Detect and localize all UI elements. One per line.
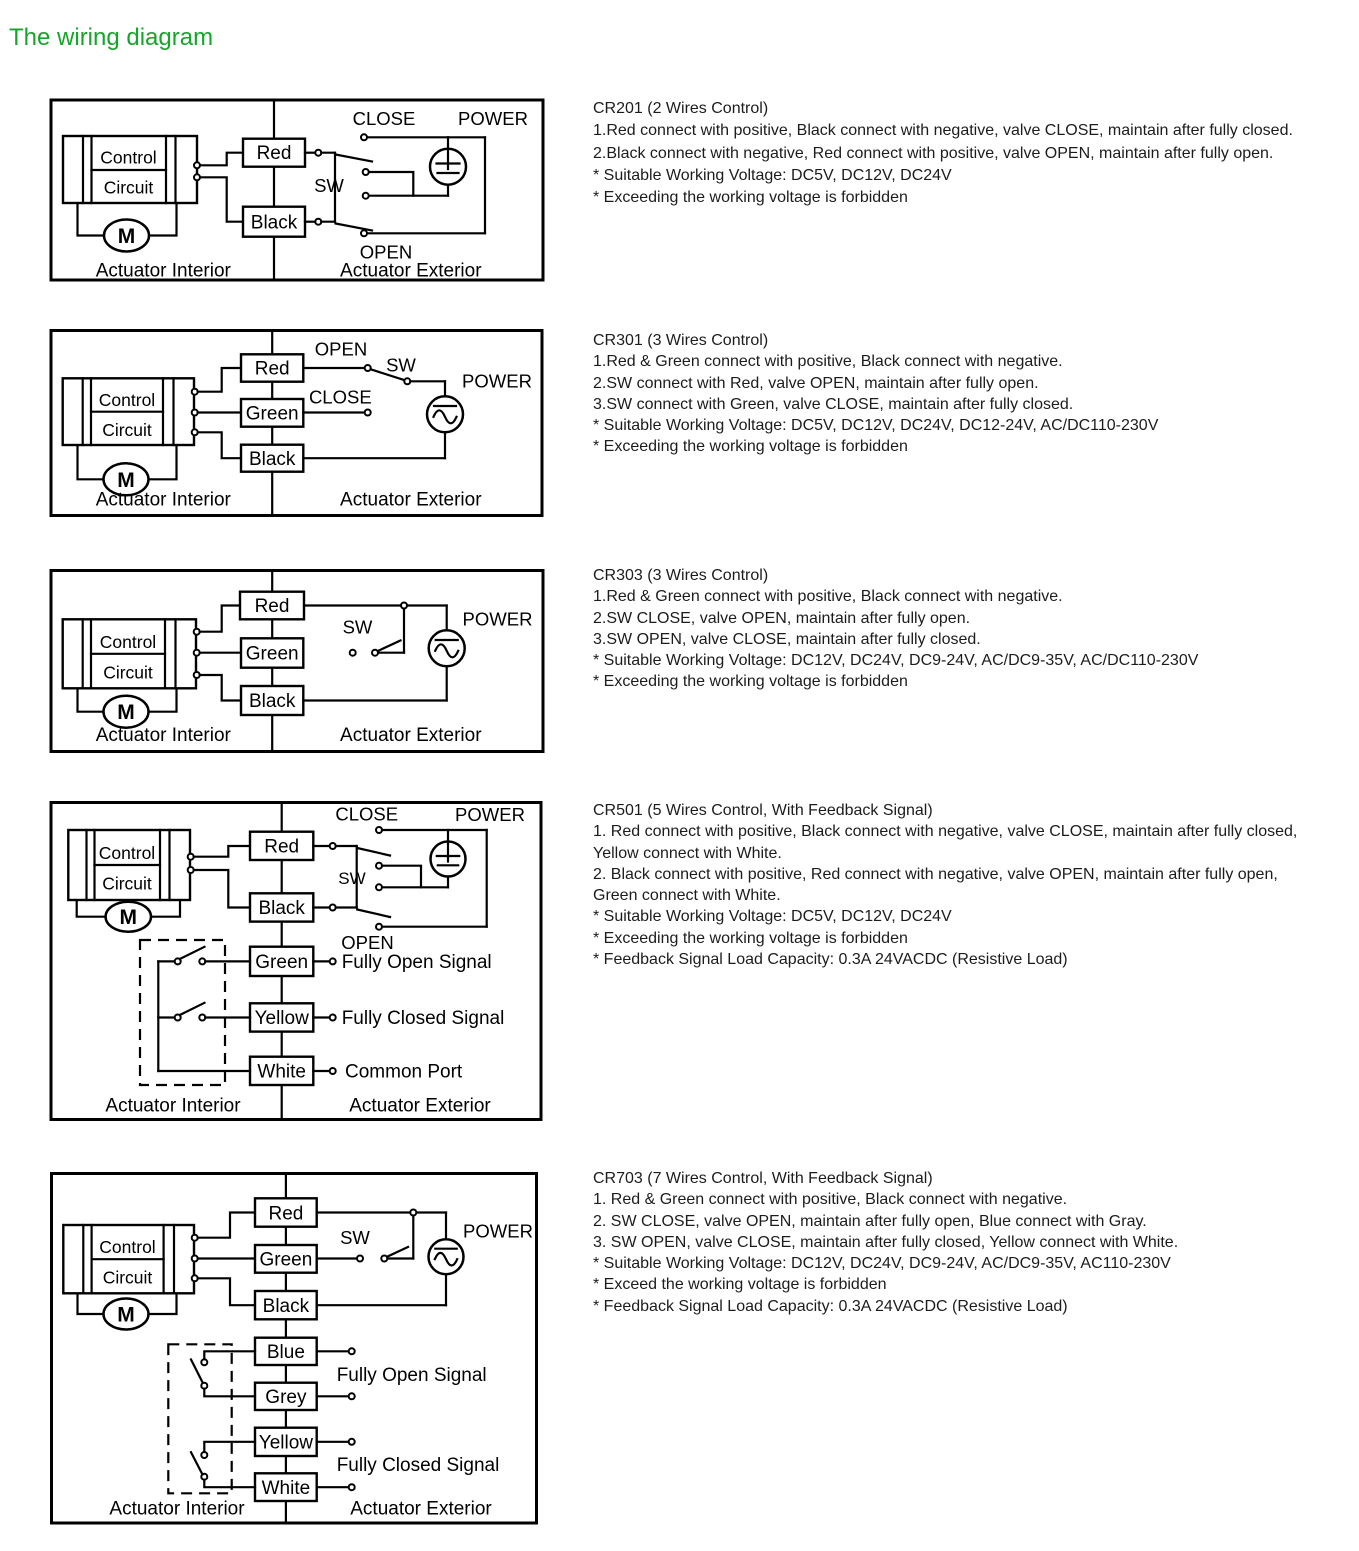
sw-label: SW (340, 1227, 370, 1249)
feedback-switch-box (140, 940, 250, 1085)
section-line: * Suitable Working Voltage: DC12V, DC24V, DC9-24V, AC/DC9-35V, AC110-230V (593, 1255, 1171, 1273)
circuit-label: Circuit (103, 177, 154, 198)
actuator-exterior-label: Actuator Exterior (349, 1095, 491, 1117)
fully-open-signal-label: Fully Open Signal (336, 1365, 487, 1386)
wire-label-green: Green (259, 1249, 313, 1271)
section-heading: CR303 (3 Wires Control) (593, 567, 769, 584)
section-line: * Suitable Working Voltage: DC5V, DC12V, DC24V (593, 166, 952, 184)
actuator-exterior-label: Actuator Exterior (350, 1498, 492, 1520)
close-label: CLOSE (352, 108, 416, 129)
sw-label: SW (342, 616, 373, 638)
cr303-schematic (48, 568, 548, 756)
fully-open-signal-label: Fully Open Signal (341, 952, 492, 973)
interior-wires (194, 846, 250, 908)
sw-label: SW (314, 175, 344, 196)
dc-power-source (430, 137, 466, 195)
section-line: 3. SW OPEN, valve CLOSE, maintain after fully closed, Yellow connect with White. (593, 1233, 1179, 1251)
control-label: Control (99, 1237, 156, 1258)
section-heading: CR501 (5 Wires Control, With Feedback Signal) (593, 802, 933, 819)
section-line: 2.SW CLOSE, valve OPEN, maintain after fully open. (593, 609, 971, 627)
circuit-label: Circuit (103, 662, 153, 683)
section-line: * Suitable Working Voltage: DC5V, DC12V, DC24V (593, 908, 952, 926)
wire-label-green: Green (255, 952, 309, 973)
interior-wires (200, 153, 243, 222)
open-label: OPEN (341, 932, 394, 953)
exterior-wires (382, 830, 487, 927)
interior-wires (200, 606, 241, 701)
wire-label-green: Green (245, 403, 299, 425)
fully-closed-signal-label: Fully Closed Signal (341, 1008, 505, 1030)
motor-label: M (117, 1303, 135, 1327)
section-line: * Exceeding the working voltage is forbidden (593, 189, 908, 207)
section-line: * Exceed the working voltage is forbidden (593, 1276, 887, 1294)
power-label: POWER (455, 804, 525, 825)
wire-label-white: White (257, 1061, 306, 1083)
dc-power-source (431, 830, 466, 887)
motor-label: M (117, 701, 135, 725)
cr501-schematic (48, 800, 544, 1124)
section-line: 1.Red & Green connect with positive, Black connect with negative. (593, 588, 1063, 606)
wire-label-black: Black (262, 1295, 310, 1317)
actuator-interior-label: Actuator Interior (105, 1095, 241, 1117)
section-line: * Exceeding the working voltage is forbidden (593, 673, 908, 691)
actuator-interior-label: Actuator Interior (109, 1498, 245, 1520)
section-line: * Feedback Signal Load Capacity: 0.3A 24VACDC (Resistive Load) (593, 951, 1068, 969)
wire-label-black: Black (258, 898, 305, 920)
wire-label-yellow: Yellow (254, 1008, 309, 1030)
section-heading: CR201 (2 Wires Control) (593, 100, 769, 117)
sw-label: SW (338, 869, 366, 888)
power-label: POWER (458, 108, 528, 129)
actuator-interior-label: Actuator Interior (95, 489, 231, 511)
cr703-schematic (48, 1171, 540, 1527)
wire-label-red: Red (256, 143, 292, 165)
ac-power-source (429, 1239, 464, 1274)
motor-label: M (117, 468, 135, 492)
actuator-interior-label: Actuator Interior (95, 260, 231, 282)
ac-power-source (429, 630, 465, 666)
actuator-exterior-label: Actuator Exterior (340, 724, 482, 746)
section-text-cr703 (593, 1168, 1178, 1317)
section-line: 2.SW connect with Red, valve OPEN, maintain after fully open. (593, 374, 1039, 392)
wire-label-white: White (261, 1477, 311, 1499)
page-title: The wiring diagram (9, 24, 214, 51)
open-label: OPEN (359, 241, 413, 263)
control-label: Control (98, 843, 156, 863)
section-line: Yellow connect with White. (593, 844, 782, 862)
section-line: 3.SW connect with Green, valve CLOSE, maintain after fully closed. (593, 395, 1074, 413)
section-text-cr303 (593, 565, 1198, 693)
close-label: CLOSE (335, 803, 399, 825)
control-label: Control (100, 147, 157, 168)
wire-label-red: Red (268, 1203, 304, 1225)
section-line: 2. Black connect with positive, Red connect with negative, valve OPEN, maintain after fully open, (593, 865, 1278, 883)
wire-label-yellow: Yellow (258, 1432, 314, 1454)
actuator-exterior-label: Actuator Exterior (340, 489, 482, 511)
open-label: OPEN (314, 338, 368, 360)
section-text-cr201 (593, 98, 1293, 209)
sw-label: SW (386, 354, 416, 376)
motor-label: M (119, 906, 138, 929)
section-line: 3.SW OPEN, valve CLOSE, maintain after fully closed. (593, 630, 981, 648)
exterior-wires (367, 137, 485, 233)
section-heading: CR703 (7 Wires Control, With Feedback Signal) (593, 1170, 933, 1187)
wire-label-green: Green (245, 643, 299, 665)
power-label: POWER (462, 370, 532, 392)
section-line: 2.Black connect with negative, Red connect with positive, valve OPEN, maintain after fully open. (593, 144, 1274, 162)
interior-wires (198, 1213, 255, 1306)
circuit-label: Circuit (102, 420, 152, 440)
section-line: 1.Red connect with positive, Black connect with negative, valve CLOSE, maintain after fully closed. (593, 122, 1293, 140)
wire-label-black: Black (248, 691, 296, 713)
wire-label-red: Red (264, 836, 300, 858)
section-line: * Suitable Working Voltage: DC12V, DC24V, DC9-24V, AC/DC9-35V, AC/DC110-230V (593, 652, 1199, 670)
control-label: Control (99, 631, 157, 652)
section-text-cr301 (593, 330, 1158, 458)
wire-label-blue: Blue (266, 1342, 305, 1364)
wire-label-black: Black (250, 212, 298, 234)
section-line: * Exceeding the working voltage is forbidden (593, 929, 908, 947)
fully-closed-signal-label: Fully Closed Signal (336, 1455, 500, 1476)
interior-wires (198, 368, 241, 458)
close-label: CLOSE (308, 386, 372, 408)
ac-power-source (427, 396, 463, 432)
cr201-schematic (48, 96, 548, 286)
section-text-cr501 (593, 800, 1297, 970)
section-line: Green connect with White. (593, 887, 781, 905)
section-line: 2. SW CLOSE, valve OPEN, maintain after fully open, Blue connect with Gray. (593, 1212, 1147, 1230)
section-line: 1. Red & Green connect with positive, Black connect with negative. (593, 1191, 1068, 1209)
power-label: POWER (463, 1220, 533, 1242)
feedback-switch-box (168, 1344, 255, 1493)
common-port-label: Common Port (345, 1061, 463, 1083)
section-line: 1. Red connect with positive, Black connect with negative, valve CLOSE, maintain after fully closed, (593, 823, 1298, 841)
section-line: 1.Red & Green connect with positive, Black connect with negative. (593, 353, 1063, 371)
wire-label-red: Red (254, 596, 290, 618)
wire-label-grey: Grey (265, 1387, 307, 1409)
power-label: POWER (462, 608, 533, 630)
section-heading: CR301 (3 Wires Control) (593, 332, 769, 349)
control-label: Control (98, 389, 156, 410)
signal-wires (313, 958, 335, 1074)
section-line: * Suitable Working Voltage: DC5V, DC12V, DC24V, DC12-24V, AC/DC110-230V (593, 417, 1159, 435)
cr301-schematic (48, 328, 548, 520)
wire-label-black: Black (248, 448, 296, 470)
wire-label-red: Red (254, 358, 290, 380)
actuator-interior-label: Actuator Interior (95, 724, 231, 746)
section-line: * Exceeding the working voltage is forbidden (593, 438, 908, 456)
actuator-exterior-label: Actuator Exterior (340, 260, 482, 282)
motor-label: M (117, 225, 136, 248)
circuit-label: Circuit (102, 1267, 153, 1288)
section-line: * Feedback Signal Load Capacity: 0.3A 24VACDC (Resistive Load) (593, 1297, 1068, 1315)
circuit-label: Circuit (102, 873, 152, 894)
